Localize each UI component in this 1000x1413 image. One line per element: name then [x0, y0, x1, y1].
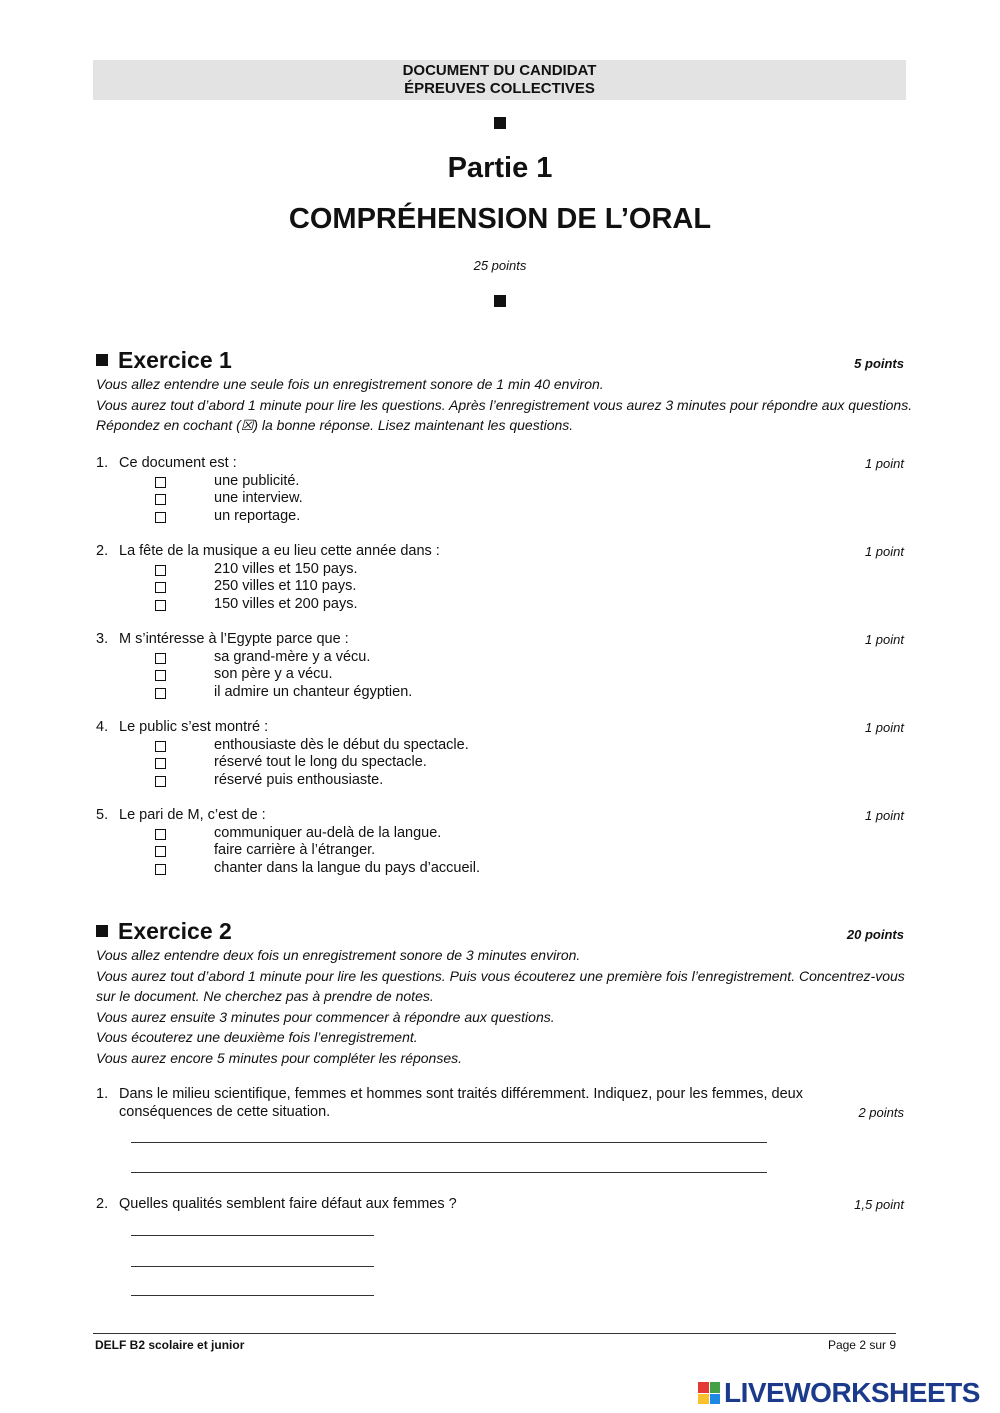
exercise-2-title: Exercice 2	[118, 918, 232, 944]
question-text: Le public s’est montré :	[119, 719, 269, 735]
part-subtitle: COMPRÉHENSION DE L’ORAL	[288, 203, 712, 235]
question-number: 2.	[96, 1196, 109, 1212]
exercise-2-instructions	[96, 945, 911, 1068]
checkbox[interactable]	[155, 582, 166, 593]
question-text: Le pari de M, c’est de :	[119, 807, 266, 823]
square-bullet-icon	[494, 117, 506, 129]
instruction-line: Vous aurez tout d’abord 1 minute pour lire les questions. Après l’enregistrement vous aurez 3 minutes pour répondre aux questions.	[96, 396, 913, 413]
checkbox[interactable]	[155, 829, 166, 840]
checkbox[interactable]	[155, 688, 166, 699]
part-title: Partie 1	[447, 152, 553, 184]
instruction-line: Vous allez entendre deux fois un enregistrement sonore de 3 minutes environ.	[96, 947, 581, 963]
checkbox[interactable]	[155, 512, 166, 523]
question-points: 1 point	[864, 808, 904, 823]
instruction-line: Vous aurez ensuite 3 minutes pour commencer à répondre aux questions.	[96, 1008, 555, 1025]
instruction-line: Vous allez entendre une seule fois un enregistrement sonore de 1 min 40 environ.	[96, 376, 604, 392]
question-number: 2.	[96, 543, 109, 559]
question-number: 4.	[96, 719, 109, 735]
checkbox[interactable]	[155, 565, 166, 576]
exercise-2-points: 20 points	[846, 927, 904, 942]
watermark-text: LIVEWORKSHEETS	[724, 1377, 980, 1408]
header-line-1: DOCUMENT DU CANDIDAT	[402, 62, 597, 79]
question-number: 1.	[96, 1086, 109, 1102]
checkbox[interactable]	[155, 494, 166, 505]
instruction-line: Vous aurez encore 5 minutes pour compléter les réponses.	[96, 1049, 463, 1066]
question-text: La fête de la musique a eu lieu cette année dans :	[119, 543, 440, 559]
question-text: Ce document est :	[119, 455, 237, 471]
checkbox[interactable]	[155, 670, 166, 681]
exercise-1-instructions	[96, 374, 911, 436]
liveworksheets-watermark	[698, 1378, 980, 1408]
square-bullet-icon	[96, 354, 108, 366]
footer-title: DELF B2 scolaire et junior	[95, 1338, 245, 1352]
question-number: 1.	[96, 455, 109, 471]
question-points: 1 point	[864, 456, 904, 471]
answer-line[interactable]	[131, 1235, 374, 1236]
part-points: 25 points	[473, 258, 527, 273]
question-points: 1,5 point	[854, 1197, 904, 1212]
question-text: Quelles qualités semblent faire défaut aux femmes ?	[119, 1196, 457, 1212]
question-points: 2 points	[858, 1105, 904, 1120]
question-points: 1 point	[864, 632, 904, 647]
answer-line[interactable]	[131, 1142, 767, 1143]
document-header	[93, 60, 906, 100]
question-number: 3.	[96, 631, 109, 647]
checkbox[interactable]	[155, 741, 166, 752]
footer-divider	[93, 1333, 896, 1334]
checkbox[interactable]	[155, 758, 166, 769]
question-points: 1 point	[864, 544, 904, 559]
checkbox[interactable]	[155, 864, 166, 875]
answer-line[interactable]	[131, 1295, 374, 1296]
instruction-line: Vous écouterez une deuxième fois l’enregistrement.	[96, 1029, 418, 1045]
exercise-1-heading	[96, 347, 232, 374]
exercise-1-title: Exercice 1	[118, 347, 232, 373]
question-text: conséquences de cette situation.	[119, 1104, 331, 1120]
question-points: 1 point	[864, 720, 904, 735]
instruction-line: Vous aurez tout d’abord 1 minute pour lire les questions. Puis vous écouterez une première fois l’enregistrement. Concentrez-vous	[96, 967, 905, 984]
instruction-line: sur le document. Ne cherchez pas à prendre de notes.	[96, 988, 434, 1004]
instruction-line: Répondez en cochant (☒) la bonne réponse. Lisez maintenant les questions.	[96, 417, 574, 433]
liveworksheets-logo-icon	[698, 1382, 720, 1404]
checkbox[interactable]	[155, 776, 166, 787]
header-line-2: ÉPREUVES COLLECTIVES	[404, 80, 595, 97]
page-number: Page 2 sur 9	[827, 1338, 896, 1352]
answer-line[interactable]	[131, 1266, 374, 1267]
checkbox[interactable]	[155, 653, 166, 664]
question-text: M s’intéresse à l’Egypte parce que :	[119, 631, 349, 647]
question-text: Dans le milieu scientifique, femmes et hommes sont traités différemment. Indiquez, pour les femmes, deux	[119, 1086, 803, 1102]
checkbox[interactable]	[155, 477, 166, 488]
square-bullet-icon	[494, 295, 506, 307]
exercise-1-points: 5 points	[854, 356, 904, 371]
checkbox[interactable]	[155, 846, 166, 857]
answer-line[interactable]	[131, 1172, 767, 1173]
exercise-2-heading	[96, 918, 232, 945]
question-number: 5.	[96, 807, 109, 823]
square-bullet-icon	[96, 925, 108, 937]
checkbox[interactable]	[155, 600, 166, 611]
